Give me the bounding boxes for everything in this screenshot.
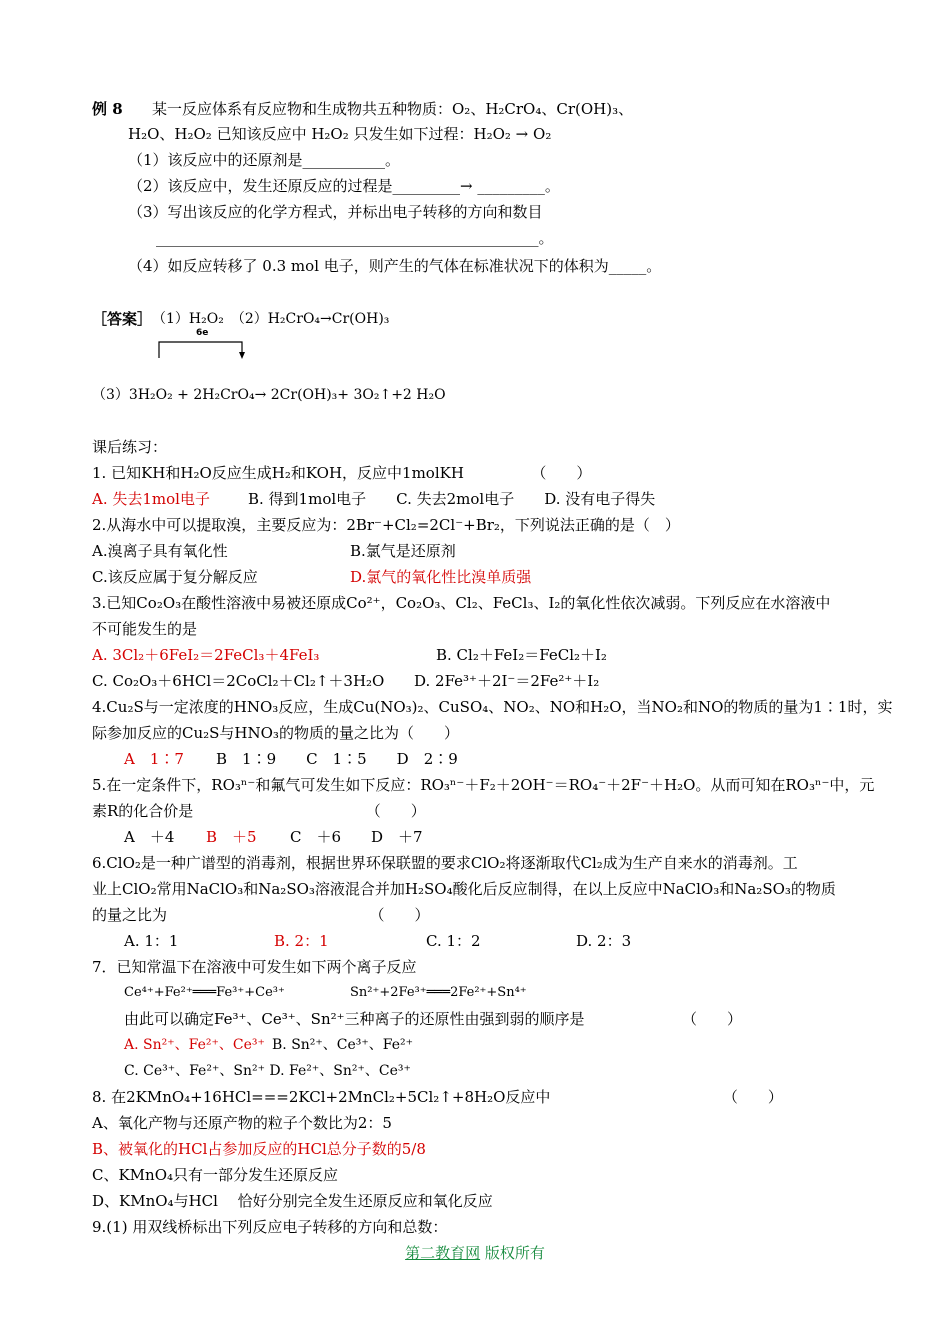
example-q2: （2）该反应中，发生还原反应的过程是_________→ _________。: [128, 177, 560, 195]
q8-option-c: C、KMnO₄只有一部分发生还原反应: [92, 1166, 339, 1184]
q2-option-c: C.该反应属于复分解反应: [92, 568, 258, 586]
practice-title: 课后练习：: [92, 438, 168, 456]
footer-site-link[interactable]: 第二教育网: [405, 1244, 481, 1262]
q3-option-a: A. 3Cl₂＋6FeI₂＝2FeCl₃＋4FeI₃: [92, 646, 320, 664]
q7-reaction-2: Sn²⁺+2Fe³⁺═══2Fe²⁺+Sn⁴⁺: [350, 985, 527, 1000]
q7-option-b: B. Sn²⁺、Ce³⁺、Fe²⁺: [272, 1037, 414, 1053]
q3-stem-2: 不可能发生的是: [92, 620, 198, 638]
q8-stem: 8. 在2KMnO₄+16HCl===2KCl+2MnCl₂+5Cl₂↑+8H₂O反应中 （ ）: [92, 1088, 783, 1106]
example-label: 例 8: [92, 100, 123, 118]
q3-option-d: D. 2Fe³⁺＋2I⁻＝2Fe²⁺＋I₂: [414, 672, 600, 690]
footer: [0, 1244, 950, 1262]
q6-option-c: C. 1：2: [426, 932, 481, 950]
q1-option-a: A. 失去1mol电子: [92, 490, 210, 508]
q7-stem-2: 由此可以确定Fe³⁺、Ce³⁺、Sn²⁺三种离子的还原性由强到弱的顺序是 （ ）: [124, 1010, 743, 1028]
example-q3-blank: ___________________________________________________。: [156, 229, 554, 247]
example-line-2: H₂O、H₂O₂ 已知该反应中 H₂O₂ 只发生如下过程：H₂O₂ → O₂: [128, 125, 552, 143]
q7-stem-1: 7．已知常温下在溶液中可发生如下两个离子反应: [92, 958, 417, 976]
q4-option-a: A 1∶7: [124, 750, 184, 768]
q6-stem-3: 的量之比为 （ ）: [92, 906, 430, 924]
q3-option-c: C. Co₂O₃＋6HCl＝2CoCl₂＋Cl₂↑＋3H₂O: [92, 672, 385, 690]
answer-label: ［答案］: [92, 310, 153, 328]
q6-stem-2: 业上ClO₂常用NaClO₃和Na₂SO₃溶液混合并加H₂SO₄酸化后反应制得，在以上反应中NaClO₃和Na₂SO₃的物质: [92, 880, 836, 898]
electron-label: 6e: [196, 328, 209, 338]
q2-stem: 2.从海水中可以提取溴，主要反应为：2Br⁻+Cl₂=2Cl⁻+Br₂，下列说法正确的是（ ）: [92, 516, 680, 534]
q5-options-cd: C ＋6 D ＋7: [290, 828, 423, 846]
q6-stem-1: 6.ClO₂是一种广谱型的消毒剂，根据世界环保联盟的要求ClO₂将逐渐取代Cl₂成为生产自来水的消毒剂。工: [92, 854, 798, 872]
q4-stem-2: 际参加反应的Cu₂S与HNO₃的物质的量之比为（ ）: [92, 724, 459, 742]
footer-copyright: 版权所有: [484, 1244, 545, 1262]
q2-option-d: D.氯气的氧化性比溴单质强: [350, 568, 532, 586]
q5-stem-2: 素R的化合价是 （ ）: [92, 802, 426, 820]
q3-option-b: B. Cl₂＋FeI₂＝FeCl₂＋I₂: [436, 646, 607, 664]
q4-stem-1: 4.Cu₂S与一定浓度的HNO₃反应，生成Cu(NO₃)₂、CuSO₄、NO₂、NO和H₂O，当NO₂和NO的物质的量为1∶1时，实: [92, 698, 893, 716]
example-q1: （1）该反应中的还原剂是___________。: [128, 151, 401, 169]
q8-option-b: B、被氧化的HCl占参加反应的HCl总分子数的5/8: [92, 1140, 426, 1158]
q6-option-d: D. 2：3: [576, 932, 632, 950]
q7-option-a: A. Sn²⁺、Fe²⁺、Ce³⁺: [124, 1037, 265, 1053]
q6-option-b: B. 2：1: [274, 932, 329, 950]
q2-option-a: A.溴离子具有氧化性: [92, 542, 228, 560]
q2-option-b: B.氯气是还原剂: [350, 542, 456, 560]
q3-stem-1: 3.已知Co₂O₃在酸性溶液中易被还原成Co²⁺，Co₂O₃、Cl₂、FeCl₃、I₂的氧化性依次减弱。下列反应在水溶液中: [92, 594, 831, 612]
example-q4: （4）如反应转移了 0.3 mol 电子，则产生的气体在标准状况下的体积为_____。: [128, 257, 662, 275]
q1-stem: 1. 已知KH和H₂O反应生成H₂和KOH，反应中1molKH （ ）: [92, 464, 592, 482]
q8-option-d: D、KMnO₄与HCl 恰好分别完全发生还原反应和氧化反应: [92, 1192, 493, 1210]
q9-stem: 9.(1) 用双线桥标出下列反应电子转移的方向和总数：: [92, 1218, 448, 1236]
electron-transfer-arrow: [158, 340, 250, 362]
answer-3: （3）3H₂O₂ + 2H₂CrO₄→ 2Cr(OH)₃+ 3O₂↑+2 H₂O: [92, 387, 446, 403]
example-line-1: 某一反应体系有反应物和生成物共五种物质：O₂、H₂CrO₄、Cr(OH)₃、: [152, 100, 634, 118]
q7-reaction-1: Ce⁴⁺+Fe²⁺═══Fe³⁺+Ce³⁺: [124, 985, 285, 1000]
q7-options-cd: C. Ce³⁺、Fe²⁺、Sn²⁺ D. Fe²⁺、Sn²⁺、Ce³⁺: [124, 1063, 411, 1079]
q4-options-bcd: B 1∶9 C 1∶5 D 2∶9: [216, 750, 458, 768]
q5-option-a: A ＋4: [124, 828, 175, 846]
example-q3: （3）写出该反应的化学方程式，并标出电子转移的方向和数目: [128, 203, 543, 221]
answer-1-2: （1）H₂O₂ （2）H₂CrO₄→Cr(OH)₃: [152, 311, 390, 327]
q5-stem-1: 5.在一定条件下，RO₃ⁿ⁻和氟气可发生如下反应：RO₃ⁿ⁻＋F₂＋2OH⁻＝RO₄⁻＋2F⁻＋H₂O。从而可知在RO₃ⁿ⁻中，元: [92, 776, 875, 794]
q1-options-bcd: B. 得到1mol电子 C. 失去2mol电子 D. 没有电子得失: [248, 490, 656, 508]
q5-option-b: B ＋5: [206, 828, 257, 846]
q8-option-a: A、氧化产物与还原产物的粒子个数比为2：5: [92, 1114, 392, 1132]
q6-option-a: A. 1：1: [124, 932, 179, 950]
